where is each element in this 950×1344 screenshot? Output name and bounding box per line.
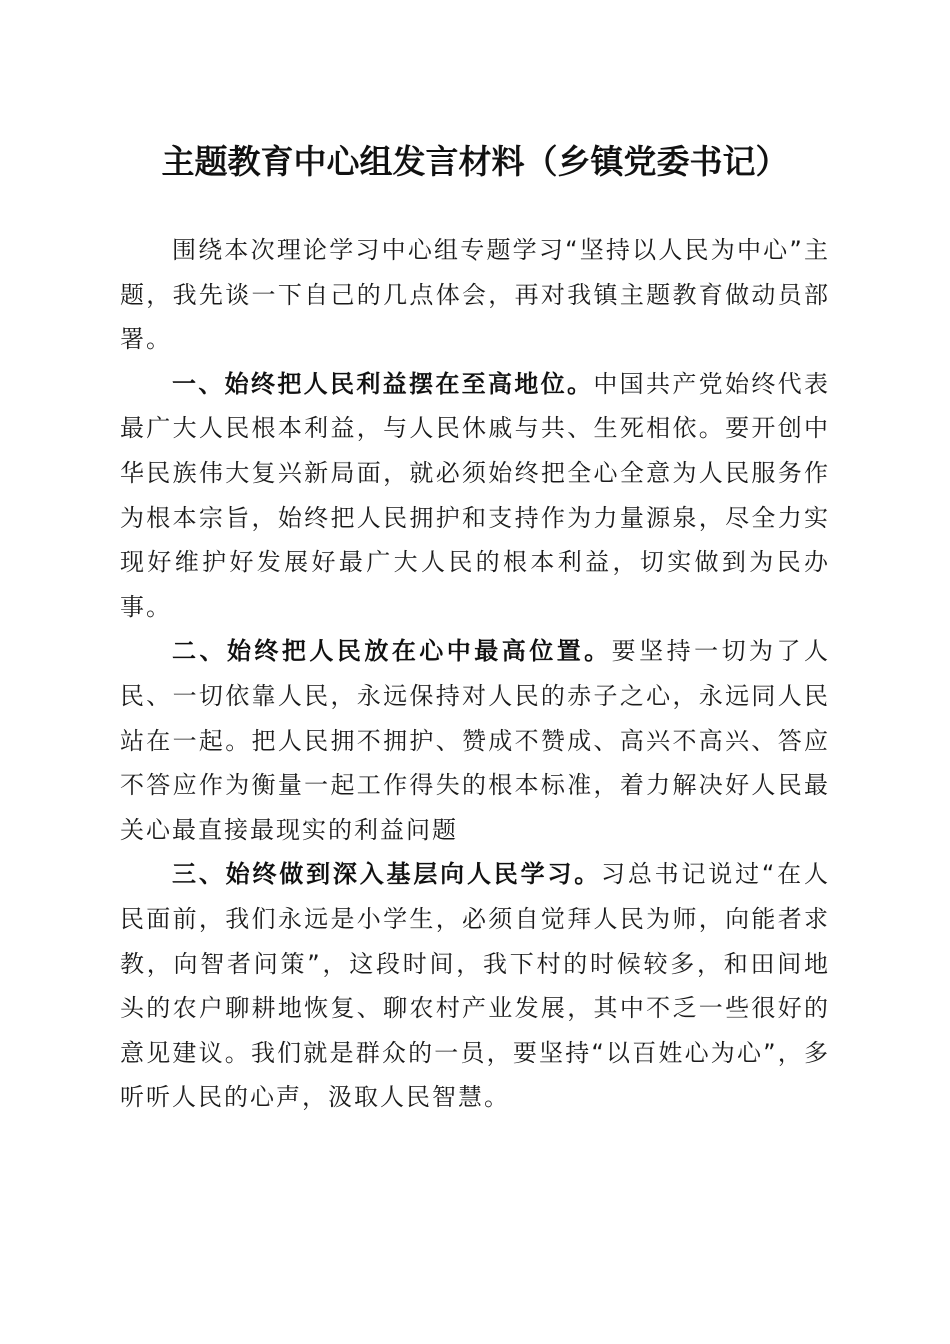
document-title: 主题教育中心组发言材料（乡镇党委书记） — [161, 142, 789, 181]
section-heading-2: 二、始终把人民放在心中最高位置。 — [172, 637, 612, 666]
section-paragraph-3 — [120, 852, 830, 1120]
section-paragraph-2 — [120, 629, 830, 852]
section-heading-1: 一、始终把人民利益摆在至高地位。 — [172, 369, 594, 398]
section-paragraph-1 — [120, 362, 830, 630]
section-text-3: 习总书记说过“在人民面前，我们永远是小学生，必须自觉拜人民为师，向能者求教，向智者问策”，这段时间，我下村的时候较多，和田间地头的农户聊耕地恢复、聊农村产业发展，其中不乏一些很好的意见建议。我们就是群众的一员，要坚持“以百姓心为心”，多听听人民的心声，汲取人民智慧。 — [120, 860, 831, 1112]
section-text-2: 要坚持一切为了人民、一切依靠人民，永远保持对人民的赤子之心，永远同人民站在一起。把人民拥不拥护、赞成不赞成、高兴不高兴、答应不答应作为衡量一起工作得失的根本标准，着力解决好人民最关心最直接最现实的利益问题 — [120, 637, 831, 844]
document-body — [120, 228, 830, 1120]
section-text-1: 中国共产党始终代表最广大人民根本利益，与人民休戚与共、生死相依。要开创中华民族伟大复兴新局面，就必须始终把全心全意为人民服务作为根本宗旨，始终把人民拥护和支持作为力量源泉，尽全力实现好维护好发展好最广大人民的根本利益，切实做到为民办事。 — [120, 369, 831, 621]
intro-paragraph: 围绕本次理论学习中心组专题学习“坚持以人民为中心”主题，我先谈一下自己的几点体会，再对我镇主题教育做动员部署。 — [120, 236, 830, 354]
section-heading-3: 三、始终做到深入基层向人民学习。 — [172, 860, 602, 889]
